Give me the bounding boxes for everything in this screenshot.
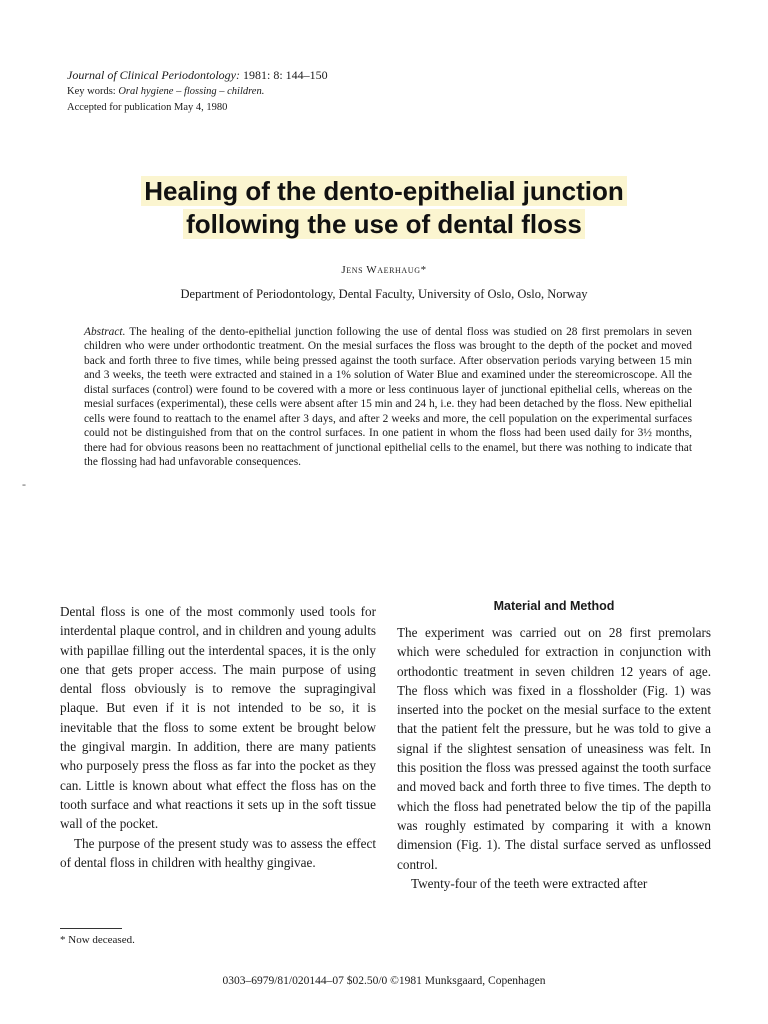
methods-paragraph-2: Twenty-four of the teeth were extracted after xyxy=(411,875,648,891)
intro-paragraph-2: The purpose of the present study was to assess the effect of dental floss in children with healthy gingivae. xyxy=(60,835,376,870)
journal-ref: 1981: 8: 144–150 xyxy=(239,68,328,82)
intro-paragraph-1: Dental floss is one of the most commonly used tools for interdental plaque control, and in children and young adults with papillae filling out the interdental spaces, it is the only one that gets proper access. The main purpose of using dental floss obviously is to remove the supragingival plaque. But even if it is not intended to be so, it is inevitable that the floss to some extent be brought below the gingival margin. In addition, there are many patients who purposely press the floss as far into the pocket as they can. Little is known about what effect the floss has on the tooth surface and what reactions it sets up in the soft tissue wall of the pocket. xyxy=(60,604,376,832)
footnote-rule xyxy=(60,928,122,929)
methods-column xyxy=(397,598,711,893)
title-line-2: following the use of dental floss xyxy=(183,209,585,239)
keywords-label: Key words: xyxy=(67,86,119,97)
keywords-line xyxy=(67,86,264,97)
intro-column xyxy=(60,602,376,872)
methods-paragraph-1: The experiment was carried out on 28 first premolars which were scheduled for extraction in conjunction with orthodontic treatment in seven children 12 years of age. The floss which was fixed in a flossholder (Fig. 1) was inserted into the pocket on the mesial surface to the extent that the patient felt the pressure, but he was told to give a signal if the slightest sensation of uneasiness was felt. In this position the floss was pressed against the tooth surface and moved back and forth three to five times. The depth to which the floss had penetrated below the tip of the papilla was roughly estimated by comparing it with a known dimension (Fig. 1). The distal surface served as unflossed control. xyxy=(397,625,711,872)
title-line-1: Healing of the dento-epithelial junction xyxy=(141,176,627,206)
footnote: * Now deceased. xyxy=(60,934,135,946)
abstract-label: Abstract. xyxy=(84,326,126,338)
margin-mark: - xyxy=(22,477,26,491)
abstract xyxy=(84,325,692,470)
section-heading: Material and Method xyxy=(493,599,615,613)
abstract-text: The healing of the dento-epithelial junction following the use of dental floss was studied on 28 first premolars in seven children who were under orthodontic treatment. On the mesial surfaces the floss was brought to the depth of the pocket and moved back and forth three to five times, while being pressed against the tooth surface. After observation periods varying between 15 min and 3 weeks, the teeth were extracted and stained in a 1% solution of Water Blue and examined under the stereomicroscope. All the distal surfaces (control) were found to be covered with a more or less continuous layer of junctional epithelial cells, whereas on the mesial surfaces (experimental), these cells were absent after 15 min and 24 h, i.e. they had been detached by the floss. New epithelial cells were found to reattach to the enamel after 3 days, and after 2 weeks and more, the cell population on the experimental surfaces could not be distinguished from that on the control surfaces. In one patient in whom the floss had been used daily for 3½ months, there had for obvious reasons been no reattachment of junctional epithelial cells to the enamel, but there was nothing to indicate that the flossing had had unfavorable consequences. xyxy=(84,326,692,469)
affiliation: Department of Periodontology, Dental Faculty, University of Oslo, Oslo, Norway xyxy=(180,287,588,301)
author: Jens Waerhaug* xyxy=(341,264,427,276)
keywords: Oral hygiene – flossing – children. xyxy=(118,86,265,97)
article-title xyxy=(0,175,768,241)
copyright-line: 0303–6979/81/020144–07 $02.50/0 ©1981 Munksgaard, Copenhagen xyxy=(222,975,546,987)
journal-citation xyxy=(67,68,328,83)
journal-name: Journal of Clinical Periodontology: xyxy=(67,68,240,82)
accepted-date: Accepted for publication May 4, 1980 xyxy=(67,102,228,113)
